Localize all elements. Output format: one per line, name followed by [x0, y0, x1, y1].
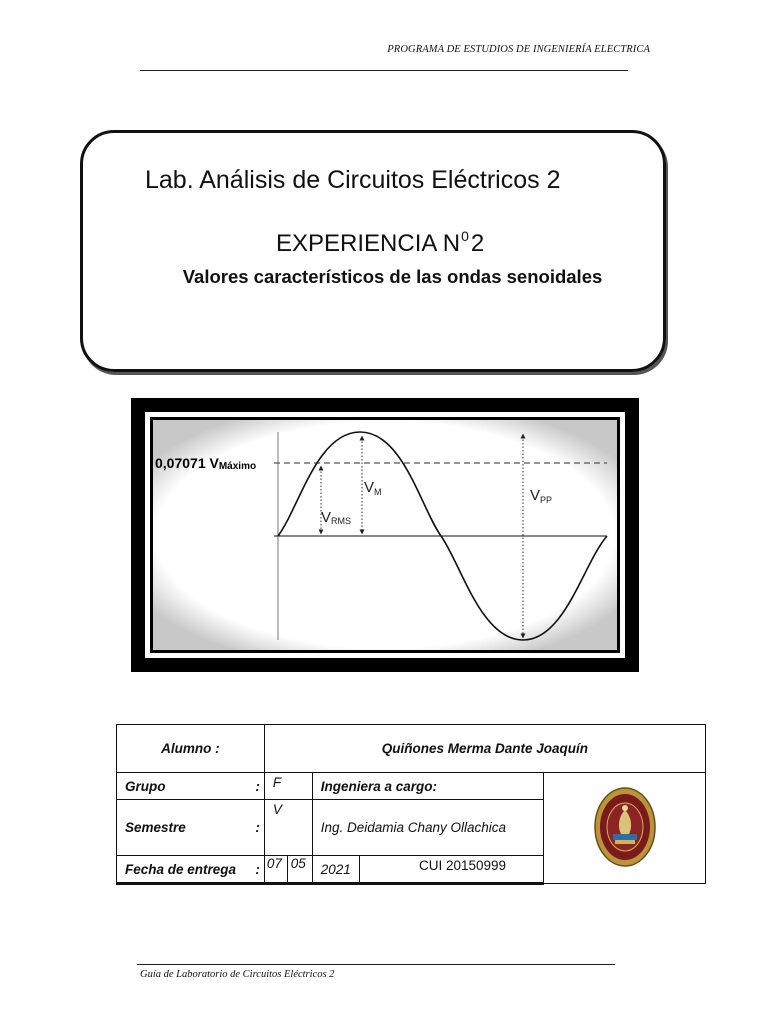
- experiment-superscript: 0: [461, 228, 469, 244]
- ingeniera-value: Ing. Deidamia Chany Ollachica: [312, 800, 544, 856]
- footer-divider: [137, 964, 615, 965]
- vm-label: $V_M$: [364, 479, 382, 497]
- fecha-label-cell: Fecha de entrega :: [117, 856, 265, 884]
- student-info-table: [116, 724, 706, 885]
- experiment-number: 2: [470, 230, 485, 257]
- alumno-value: Quiñones Merma Dante Joaquín: [264, 725, 705, 773]
- rms-level-label: 0,07071 VMáximo: [155, 455, 257, 472]
- vrms-label: VRMS: [321, 509, 352, 526]
- fecha-label: Fecha de entrega: [125, 861, 237, 877]
- header-divider: [140, 70, 628, 71]
- university-seal-cell: [544, 773, 706, 884]
- ingeniera-label: Ingeniera a cargo:: [312, 773, 544, 800]
- row-alumno: [117, 725, 706, 773]
- fecha-year: 2021: [312, 856, 359, 884]
- plot-background: [153, 420, 617, 650]
- row-grupo: [117, 773, 706, 800]
- footer-guide-title: Guía de Laboratorio de Circuitos Eléctricos 2: [140, 969, 335, 980]
- fecha-day: 07: [264, 856, 287, 884]
- experiment-heading: [276, 228, 484, 258]
- cui-number: CUI 20150999: [359, 856, 544, 884]
- fecha-month: 05: [287, 856, 312, 884]
- semestre-label-cell: Semestre :: [117, 800, 265, 856]
- semestre-value: V: [264, 800, 312, 856]
- sine-wave-diagram: [131, 398, 639, 672]
- grupo-label-cell: Grupo :: [117, 773, 265, 800]
- grupo-label: Grupo: [125, 778, 166, 794]
- semestre-label: Semestre: [125, 820, 186, 835]
- lab-title: Lab. Análisis de Circuitos Eléctricos 2: [145, 166, 561, 194]
- university-seal-logo: [593, 786, 657, 868]
- alumno-label: Alumno :: [117, 725, 265, 773]
- grupo-value: F: [264, 773, 312, 800]
- vpp-label: $V_{PP}$: [530, 487, 553, 505]
- header-program-title: PROGRAMA DE ESTUDIOS DE INGENIERÍA ELECTRICA: [387, 44, 650, 55]
- experiment-subtitle: Valores característicos de las ondas senoidales: [182, 266, 603, 287]
- experiment-prefix: EXPERIENCIA N: [276, 230, 461, 257]
